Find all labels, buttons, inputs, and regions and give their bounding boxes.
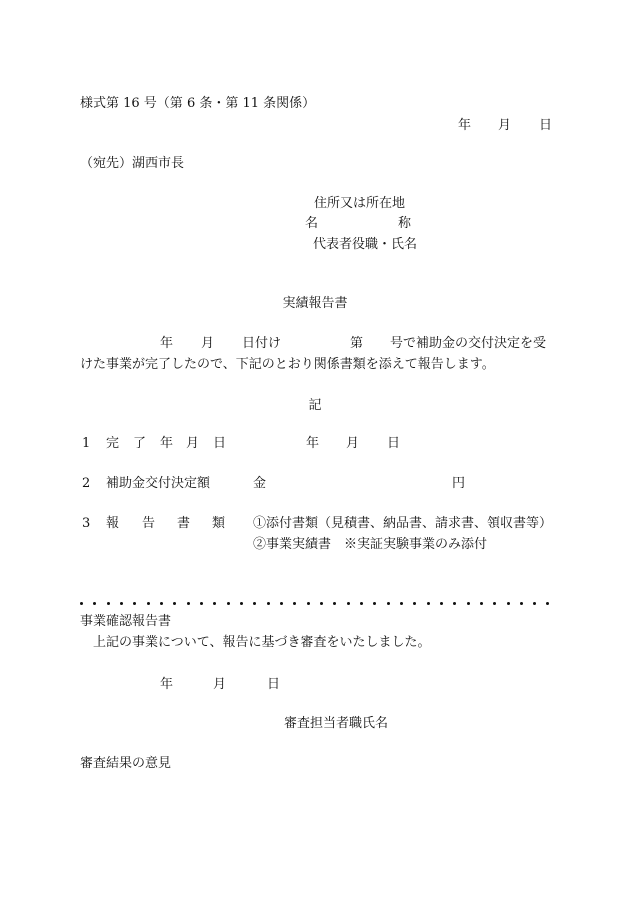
separator-dot — [546, 602, 549, 605]
attachment-line-2: ②事業実績書 ※実証実験事業のみ添付 — [253, 537, 488, 552]
separator-dot — [387, 602, 390, 605]
separator-dot — [173, 602, 176, 605]
separator-dot — [253, 602, 256, 605]
body-line-2: けた事業が完了したので、下記のとおり関係書類を添えて報告します。 — [80, 357, 495, 372]
applicant-name-label-right: 称 — [398, 216, 412, 231]
applicant-representative-label: 代表者役職・氏名 — [313, 237, 418, 252]
item-3-label-char: 類 — [212, 516, 226, 531]
separator-dot — [240, 602, 243, 605]
decision-number-prefix: 第 — [350, 336, 364, 351]
separator-dot — [147, 602, 150, 605]
date-month-label: 月 — [498, 118, 512, 133]
separator-dot — [227, 602, 230, 605]
separator-dot — [267, 602, 270, 605]
separator-dot — [347, 602, 350, 605]
confirmation-title: 事業確認報告書 — [80, 614, 172, 629]
completion-year-label: 年 — [306, 436, 320, 451]
attachment-line-1: ①添付書類（見積書、納品書、請求書、領収書等） — [253, 516, 553, 531]
date-day-label: 日 — [539, 118, 553, 133]
separator-dot — [400, 602, 403, 605]
separator-dot — [440, 602, 443, 605]
separator-dot — [307, 602, 310, 605]
item-1-number: 1 — [82, 436, 91, 451]
item-1-label-char: 了 — [133, 436, 147, 451]
item-2-yen-label: 円 — [452, 476, 466, 491]
opinion-label: 審査結果の意見 — [80, 756, 172, 771]
separator-dot — [507, 602, 510, 605]
item-2-label: 補助金交付決定額 — [106, 476, 211, 491]
separator-dot — [360, 602, 363, 605]
separator-dot — [413, 602, 416, 605]
separator-dot — [333, 602, 336, 605]
separator-dot — [200, 602, 203, 605]
document-title: 実績報告書 — [282, 296, 348, 311]
separator-dot — [320, 602, 323, 605]
separator-dot — [373, 602, 376, 605]
item-1-label-char: 完 — [106, 436, 120, 451]
completion-month-label: 月 — [346, 436, 360, 451]
separator-dot — [93, 602, 96, 605]
separator-dot — [467, 602, 470, 605]
separator-dot — [213, 602, 216, 605]
separator-dot — [520, 602, 523, 605]
separator-dot — [280, 602, 283, 605]
body-line-1: 号で補助金の交付決定を受 — [390, 336, 547, 351]
separator-dot — [453, 602, 456, 605]
date-year-label: 年 — [458, 118, 472, 133]
item-2-number: 2 — [82, 476, 91, 491]
completion-day-label: 日 — [387, 436, 401, 451]
item-3-label-char: 報 — [106, 516, 120, 531]
dotted-separator — [80, 596, 550, 610]
examiner-label: 審査担当者職氏名 — [284, 716, 389, 731]
separator-dot — [493, 602, 496, 605]
confirmation-day-label: 日 — [267, 677, 281, 692]
confirmation-month-label: 月 — [213, 677, 227, 692]
applicant-address-label: 住所又は所在地 — [314, 196, 406, 211]
separator-dot — [480, 602, 483, 605]
separator-dot — [533, 602, 536, 605]
item-3-label-char: 書 — [177, 516, 191, 531]
item-1-label-char: 年 — [160, 436, 174, 451]
separator-dot — [427, 602, 430, 605]
separator-dot — [133, 602, 136, 605]
separator-dot — [120, 602, 123, 605]
item-1-label-char: 日 — [213, 436, 227, 451]
applicant-name-label-left: 名 — [305, 216, 319, 231]
item-3-number: 3 — [82, 516, 91, 531]
decision-month-label: 月 — [201, 336, 215, 351]
addressee: （宛先）湖西市長 — [80, 156, 185, 171]
item-3-label-char: 告 — [142, 516, 156, 531]
confirmation-text: 上記の事業について、報告に基づき審査をいたしました。 — [93, 635, 431, 650]
item-2-kin-label: 金 — [253, 476, 267, 491]
separator-dot — [293, 602, 296, 605]
ki-heading: 記 — [308, 398, 322, 413]
decision-year-label: 年 — [160, 336, 174, 351]
form-number: 様式第 16 号（第 6 条・第 11 条関係） — [80, 96, 316, 111]
confirmation-year-label: 年 — [160, 677, 174, 692]
separator-dot — [160, 602, 163, 605]
decision-dated-label: 日付け — [242, 336, 282, 351]
separator-dot — [80, 602, 83, 605]
item-1-label-char: 月 — [186, 436, 200, 451]
separator-dot — [187, 602, 190, 605]
separator-dot — [107, 602, 110, 605]
